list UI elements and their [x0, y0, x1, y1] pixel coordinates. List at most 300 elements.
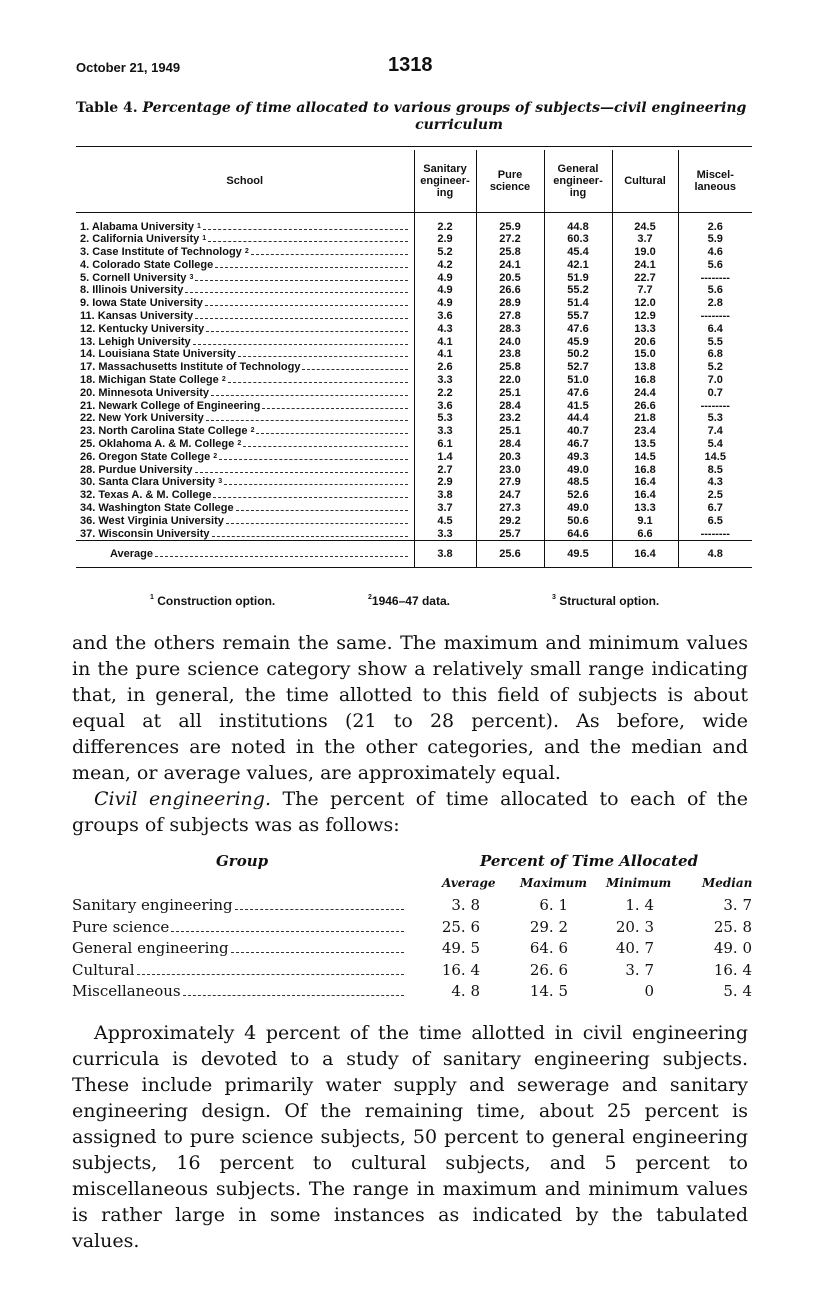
- cell-misc: 5.9: [678, 233, 752, 246]
- summary-group-label: [72, 961, 406, 979]
- summary-minimum-value: 20. 3: [615, 917, 654, 936]
- school-cell: [76, 336, 414, 349]
- table-row: [76, 438, 752, 451]
- school-footnote-mark: 2: [221, 376, 226, 384]
- leader-dots: [236, 510, 408, 511]
- table-row: [76, 515, 752, 528]
- school-name: Newark College of Engineering: [98, 399, 261, 412]
- cell-cultural: 13.3: [612, 502, 678, 515]
- cell-sanitary: 3.7: [414, 502, 476, 515]
- average-label-cell: [76, 541, 414, 568]
- summary-maximum-value: 29. 2: [529, 917, 568, 936]
- row-number: 36.: [80, 514, 96, 527]
- cell-misc: 7.4: [678, 425, 752, 438]
- leader-dots: [206, 331, 407, 332]
- table-top-rule: [76, 146, 752, 147]
- cell-pure: 27.2: [476, 233, 544, 246]
- table-row: [76, 412, 752, 425]
- paragraph-1: and the others remain the same. The maximum and minimum values in the pure science category show a relatively small range indicating that, in general, the time allotted to this field of subjects is about equal at all institutions (21 to 28 percent). As before, wide differences are noted in the other categories, and the median and mean, or average values, are approximately equal.: [72, 632, 748, 784]
- body-section-2: [72, 1020, 748, 1254]
- cell-general: 48.5: [544, 476, 612, 489]
- row-number: 9.: [80, 297, 90, 310]
- table-caption: [76, 100, 756, 134]
- school-name: North Carolina State College: [98, 425, 248, 438]
- cell-cultural: 16.4: [612, 476, 678, 489]
- cell-pure: 25.8: [476, 246, 544, 259]
- leader-dots: [212, 536, 408, 537]
- leader-dots: [185, 292, 407, 293]
- avg-misc: 4.8: [678, 541, 752, 568]
- row-number: 18.: [80, 374, 96, 387]
- leader-dots: [137, 974, 404, 975]
- school-cell: [76, 374, 414, 387]
- row-number: 5.: [80, 271, 90, 284]
- avg-pure: 25.6: [476, 541, 544, 568]
- percentage-table: [76, 150, 752, 568]
- cell-sanitary: 4.1: [414, 348, 476, 361]
- school-name: Minnesota University: [98, 386, 209, 399]
- summary-median-value: 3. 7: [723, 896, 752, 914]
- col-header-misc: Miscel-laneous: [678, 150, 752, 212]
- summary-maximum-value: 6. 1: [539, 896, 568, 914]
- cell-pure: 26.6: [476, 284, 544, 297]
- table-row: [76, 348, 752, 361]
- school-name: Oklahoma A. & M. College: [98, 438, 235, 451]
- cell-cultural: 26.6: [612, 400, 678, 413]
- footnote-3: $^3$ Structural option.: [552, 594, 660, 608]
- cell-misc: --------: [678, 528, 752, 541]
- leader-dots: [228, 382, 408, 383]
- cell-cultural: 13.8: [612, 361, 678, 374]
- summary-group-label: [72, 896, 406, 914]
- cell-general: 51.0: [544, 374, 612, 387]
- school-cell: [76, 476, 414, 489]
- avg-general: 49.5: [544, 541, 612, 568]
- cell-general: 49.0: [544, 502, 612, 515]
- summary-minimum-value: 1. 4: [625, 896, 654, 914]
- cell-sanitary: 2.7: [414, 464, 476, 477]
- summary-maximum-value: 14. 5: [529, 982, 568, 1000]
- cell-general: 51.4: [544, 297, 612, 310]
- summary-average-value: 25. 6: [441, 917, 480, 936]
- cell-general: 40.7: [544, 425, 612, 438]
- summary-median-value: 49. 0: [713, 939, 752, 957]
- school-footnote-mark: 2: [250, 427, 255, 435]
- summary-row: [72, 939, 752, 960]
- page-number: 1318: [388, 54, 433, 76]
- header-date: October 21, 1949: [76, 60, 181, 75]
- summary-maximum-value: 26. 6: [529, 960, 568, 979]
- cell-misc: 7.0: [678, 374, 752, 387]
- row-number: 20.: [80, 386, 96, 399]
- cell-pure: 24.7: [476, 489, 544, 502]
- row-number: 37.: [80, 527, 96, 540]
- summary-group-name: Miscellaneous: [72, 982, 181, 1000]
- school-name: Lehigh University: [98, 335, 191, 348]
- summary-col-maximum: Maximum: [520, 876, 587, 890]
- table-row: [76, 310, 752, 323]
- school-cell: [76, 502, 414, 515]
- cell-sanitary: 4.1: [414, 336, 476, 349]
- school-name: California University: [92, 233, 200, 246]
- cell-cultural: 24.1: [612, 259, 678, 272]
- summary-average-value: 16. 4: [441, 960, 480, 979]
- table-row: [76, 451, 752, 464]
- avg-cultural: 16.4: [612, 541, 678, 568]
- cell-sanitary: 3.3: [414, 425, 476, 438]
- cell-pure: 25.8: [476, 361, 544, 374]
- school-cell: [76, 259, 414, 272]
- cell-pure: 28.4: [476, 400, 544, 413]
- leader-dots: [206, 420, 408, 421]
- cell-misc: 5.2: [678, 361, 752, 374]
- row-number: 2.: [80, 233, 90, 246]
- cell-misc: --------: [678, 272, 752, 285]
- cell-cultural: 13.3: [612, 323, 678, 336]
- cell-misc: --------: [678, 310, 752, 323]
- col-header-general: General engineer-ing: [544, 150, 612, 212]
- cell-cultural: 24.4: [612, 387, 678, 400]
- cell-sanitary: 4.9: [414, 297, 476, 310]
- cell-pure: 27.8: [476, 310, 544, 323]
- cell-misc: 6.8: [678, 348, 752, 361]
- paragraph-2-lead: Civil engineering.: [94, 788, 272, 810]
- summary-group-label: [72, 918, 406, 936]
- summary-average-value: 49. 5: [441, 939, 480, 957]
- table-row: [76, 336, 752, 349]
- summary-col-average: Average: [442, 876, 496, 890]
- cell-misc: 6.5: [678, 515, 752, 528]
- table-row: [76, 246, 752, 259]
- school-name: Massachusetts Institute of Technology: [98, 361, 301, 374]
- cell-general: 41.5: [544, 400, 612, 413]
- school-cell: [76, 528, 414, 541]
- school-cell: [76, 284, 414, 297]
- row-number: 23.: [80, 425, 96, 438]
- cell-pure: 28.9: [476, 297, 544, 310]
- cell-misc: 2.5: [678, 489, 752, 502]
- paragraph-2: [72, 786, 748, 838]
- cell-misc: 2.8: [678, 297, 752, 310]
- school-cell: [76, 348, 414, 361]
- summary-row: [72, 982, 752, 1003]
- leader-dots: [205, 305, 408, 306]
- cell-cultural: 15.0: [612, 348, 678, 361]
- table-row: [76, 476, 752, 489]
- row-number: 30.: [80, 476, 96, 489]
- leader-dots: [213, 497, 407, 498]
- table-row: [76, 233, 752, 246]
- average-row: [76, 541, 752, 568]
- table-row: [76, 528, 752, 541]
- footnote-1: $^1$ Construction option.: [150, 594, 276, 608]
- school-cell: [76, 438, 414, 451]
- cell-general: 55.2: [544, 284, 612, 297]
- cell-misc: 14.5: [678, 451, 752, 464]
- cell-sanitary: 4.2: [414, 259, 476, 272]
- summary-row: [72, 896, 752, 917]
- school-cell: [76, 361, 414, 374]
- cell-pure: 23.0: [476, 464, 544, 477]
- cell-cultural: 21.8: [612, 412, 678, 425]
- cell-misc: 6.7: [678, 502, 752, 515]
- table-row: [76, 400, 752, 413]
- cell-general: 44.4: [544, 412, 612, 425]
- school-name: Illinois University: [92, 284, 184, 297]
- body-section-1: [72, 630, 748, 838]
- row-number: 32.: [80, 489, 96, 502]
- cell-general: 49.3: [544, 451, 612, 464]
- summary-average-value: 4. 8: [451, 982, 480, 1000]
- cell-sanitary: 4.9: [414, 284, 476, 297]
- school-name: Santa Clara University: [98, 476, 216, 489]
- cell-pure: 22.0: [476, 374, 544, 387]
- table-title-line1: Percentage of time allocated to various groups of subjects—civil engineering: [142, 100, 747, 116]
- cell-pure: 28.4: [476, 438, 544, 451]
- summary-minimum-value: 40. 7: [615, 939, 654, 957]
- cell-cultural: 6.6: [612, 528, 678, 541]
- school-cell: [76, 425, 414, 438]
- table-row: [76, 297, 752, 310]
- cell-pure: 25.1: [476, 387, 544, 400]
- cell-general: 42.1: [544, 259, 612, 272]
- cell-pure: 25.9: [476, 212, 544, 233]
- school-footnote-mark: 3: [189, 273, 194, 281]
- summary-median-value: 25. 8: [713, 917, 752, 936]
- cell-misc: 5.4: [678, 438, 752, 451]
- row-number: 11.: [80, 310, 95, 323]
- cell-cultural: 3.7: [612, 233, 678, 246]
- summary-maximum-value: 64. 6: [529, 939, 568, 957]
- school-footnote-mark: 2: [213, 452, 218, 460]
- row-number: 17.: [80, 361, 96, 374]
- leader-dots: [231, 952, 404, 953]
- summary-minimum-value: 3. 7: [625, 960, 654, 979]
- leader-dots: [302, 369, 407, 370]
- cell-cultural: 9.1: [612, 515, 678, 528]
- school-name: Alabama University: [91, 220, 194, 233]
- school-name: Oregon State College: [98, 450, 211, 463]
- school-cell: [76, 387, 414, 400]
- leader-dots: [208, 241, 407, 242]
- cell-cultural: 12.0: [612, 297, 678, 310]
- cell-sanitary: 3.8: [414, 489, 476, 502]
- cell-pure: 25.1: [476, 425, 544, 438]
- cell-pure: 20.3: [476, 451, 544, 464]
- row-number: 3.: [80, 246, 90, 259]
- cell-misc: 0.7: [678, 387, 752, 400]
- table-label: Table 4.: [76, 100, 138, 116]
- row-number: 25.: [80, 438, 96, 451]
- summary-group-label: [72, 982, 406, 1000]
- cell-misc: 5.3: [678, 412, 752, 425]
- table-row: [76, 425, 752, 438]
- cell-pure: 28.3: [476, 323, 544, 336]
- school-cell: [76, 400, 414, 413]
- school-name: Purdue University: [98, 463, 193, 476]
- leader-dots: [224, 484, 407, 485]
- school-name: Colorado State College: [92, 258, 214, 271]
- cell-sanitary: 3.3: [414, 374, 476, 387]
- leader-dots: [262, 408, 407, 409]
- cell-pure: 29.2: [476, 515, 544, 528]
- table-row: [76, 323, 752, 336]
- leader-dots: [195, 280, 407, 281]
- summary-row: [72, 961, 752, 982]
- school-footnote-mark: 1: [197, 222, 201, 230]
- leader-dots: [219, 459, 407, 460]
- summary-group-name: General engineering: [72, 939, 229, 957]
- cell-general: 51.9: [544, 272, 612, 285]
- summary-median-value: 5. 4: [723, 982, 752, 1000]
- cell-cultural: 16.4: [612, 489, 678, 502]
- cell-sanitary: 2.2: [414, 387, 476, 400]
- table-body: [76, 212, 752, 568]
- cell-pure: 27.3: [476, 502, 544, 515]
- cell-sanitary: 1.4: [414, 451, 476, 464]
- summary-group-label: [72, 939, 406, 957]
- cell-pure: 23.8: [476, 348, 544, 361]
- leader-dots: [195, 472, 408, 473]
- cell-sanitary: 2.9: [414, 233, 476, 246]
- leader-dots: [171, 931, 404, 932]
- cell-general: 55.7: [544, 310, 612, 323]
- cell-sanitary: 2.6: [414, 361, 476, 374]
- cell-sanitary: 3.6: [414, 400, 476, 413]
- school-name: Michigan State College: [98, 374, 219, 387]
- school-footnote-mark: 1: [202, 235, 207, 243]
- cell-pure: 25.7: [476, 528, 544, 541]
- cell-cultural: 13.5: [612, 438, 678, 451]
- col-header-pure: Pure science: [476, 150, 544, 212]
- leader-dots: [256, 433, 407, 434]
- col-header-school: School: [226, 174, 264, 187]
- school-name: Washington State College: [98, 502, 234, 515]
- cell-pure: 20.5: [476, 272, 544, 285]
- cell-misc: 8.5: [678, 464, 752, 477]
- cell-misc: 5.5: [678, 336, 752, 349]
- cell-cultural: 7.7: [612, 284, 678, 297]
- cell-cultural: 12.9: [612, 310, 678, 323]
- leader-dots: [211, 395, 408, 396]
- cell-misc: 5.6: [678, 259, 752, 272]
- cell-sanitary: 5.2: [414, 246, 476, 259]
- summary-row: [72, 918, 752, 939]
- table-row: [76, 272, 752, 285]
- cell-misc: 4.3: [678, 476, 752, 489]
- school-cell: [76, 272, 414, 285]
- cell-misc: 2.6: [678, 212, 752, 233]
- cell-pure: 27.9: [476, 476, 544, 489]
- cell-sanitary: 4.9: [414, 272, 476, 285]
- summary-median-value: 16. 4: [713, 960, 752, 979]
- row-number: 13.: [80, 335, 96, 348]
- cell-sanitary: 4.5: [414, 515, 476, 528]
- leader-dots: [251, 254, 408, 255]
- cell-general: 60.3: [544, 233, 612, 246]
- cell-sanitary: 5.3: [414, 412, 476, 425]
- table-row: [76, 502, 752, 515]
- leader-dots: [215, 267, 407, 268]
- average-label: Average: [110, 548, 154, 561]
- row-number: 4.: [80, 258, 90, 271]
- leader-dots: [155, 556, 407, 557]
- leader-dots: [243, 446, 407, 447]
- leader-dots: [193, 344, 408, 345]
- cell-general: 47.6: [544, 323, 612, 336]
- leader-dots: [238, 356, 408, 357]
- cell-cultural: 19.0: [612, 246, 678, 259]
- table-title-line2: curriculum: [415, 117, 503, 133]
- cell-sanitary: 3.3: [414, 528, 476, 541]
- summary-percent-header: Percent of Time Allocated: [480, 852, 699, 870]
- row-number: 1.: [80, 220, 90, 233]
- cell-general: 52.7: [544, 361, 612, 374]
- leader-dots: [235, 909, 404, 910]
- summary-group-name: Cultural: [72, 960, 135, 979]
- cell-cultural: 23.4: [612, 425, 678, 438]
- school-name: Texas A. & M. College: [98, 489, 212, 502]
- row-number: 28.: [80, 463, 96, 476]
- row-number: 21.: [80, 399, 96, 412]
- school-name: Kansas University: [97, 310, 194, 323]
- cell-sanitary: 2.9: [414, 476, 476, 489]
- school-name: New York University: [98, 412, 204, 425]
- row-number: 14.: [80, 348, 96, 361]
- school-name: Iowa State University: [92, 297, 203, 310]
- table-row: [76, 387, 752, 400]
- school-cell: [76, 233, 414, 246]
- cell-cultural: 16.8: [612, 464, 678, 477]
- paragraph-3: Approximately 4 percent of the time allotted in civil engineering curricula is devoted to a study of sanitary engineering subjects. These include primarily water supply and sewerage and sanitary engineering design. Of the remaining time, about 25 percent is assigned to pure science subjects, 50 percent to general engineering subjects, 16 percent to cultural subjects, and 5 percent to miscellaneous subjects. The range in maximum and minimum values is rather large in some instances as indicated by the tabulated values.: [72, 1022, 748, 1252]
- school-cell: [76, 297, 414, 310]
- cell-cultural: 16.8: [612, 374, 678, 387]
- cell-misc: --------: [678, 400, 752, 413]
- table-row: [76, 259, 752, 272]
- leader-dots: [195, 318, 407, 319]
- col-header-sanitary: Sanitary engineer-ing: [414, 150, 476, 212]
- cell-pure: 24.1: [476, 259, 544, 272]
- school-cell: [76, 310, 414, 323]
- school-footnote-mark: 2: [237, 440, 242, 448]
- cell-cultural: 14.5: [612, 451, 678, 464]
- school-name: Case Institute of Technology: [92, 246, 242, 259]
- row-number: 8.: [80, 284, 90, 297]
- footnote-2: $^2$1946–47 data.: [368, 594, 450, 608]
- summary-average-value: 3. 8: [451, 896, 480, 914]
- school-cell: [76, 323, 414, 336]
- cell-general: 49.0: [544, 464, 612, 477]
- table-row: [76, 464, 752, 477]
- cell-misc: 5.6: [678, 284, 752, 297]
- paragraph-2-text: The percent of time allocated to each of the groups of subjects was as follows:: [72, 788, 748, 836]
- school-cell: [76, 451, 414, 464]
- cell-misc: 6.4: [678, 323, 752, 336]
- cell-general: 45.4: [544, 246, 612, 259]
- summary-col-minimum: Minimum: [606, 876, 672, 890]
- leader-dots: [183, 995, 404, 996]
- cell-general: 45.9: [544, 336, 612, 349]
- school-cell: [76, 246, 414, 259]
- school-name: Kentucky University: [98, 322, 205, 335]
- table-row: [76, 489, 752, 502]
- summary-group-header: Group: [216, 852, 269, 870]
- school-footnote-mark: 3: [218, 478, 223, 486]
- table-row: [76, 361, 752, 374]
- table-row: [76, 212, 752, 233]
- cell-sanitary: 2.2: [414, 212, 476, 233]
- school-cell: [76, 489, 414, 502]
